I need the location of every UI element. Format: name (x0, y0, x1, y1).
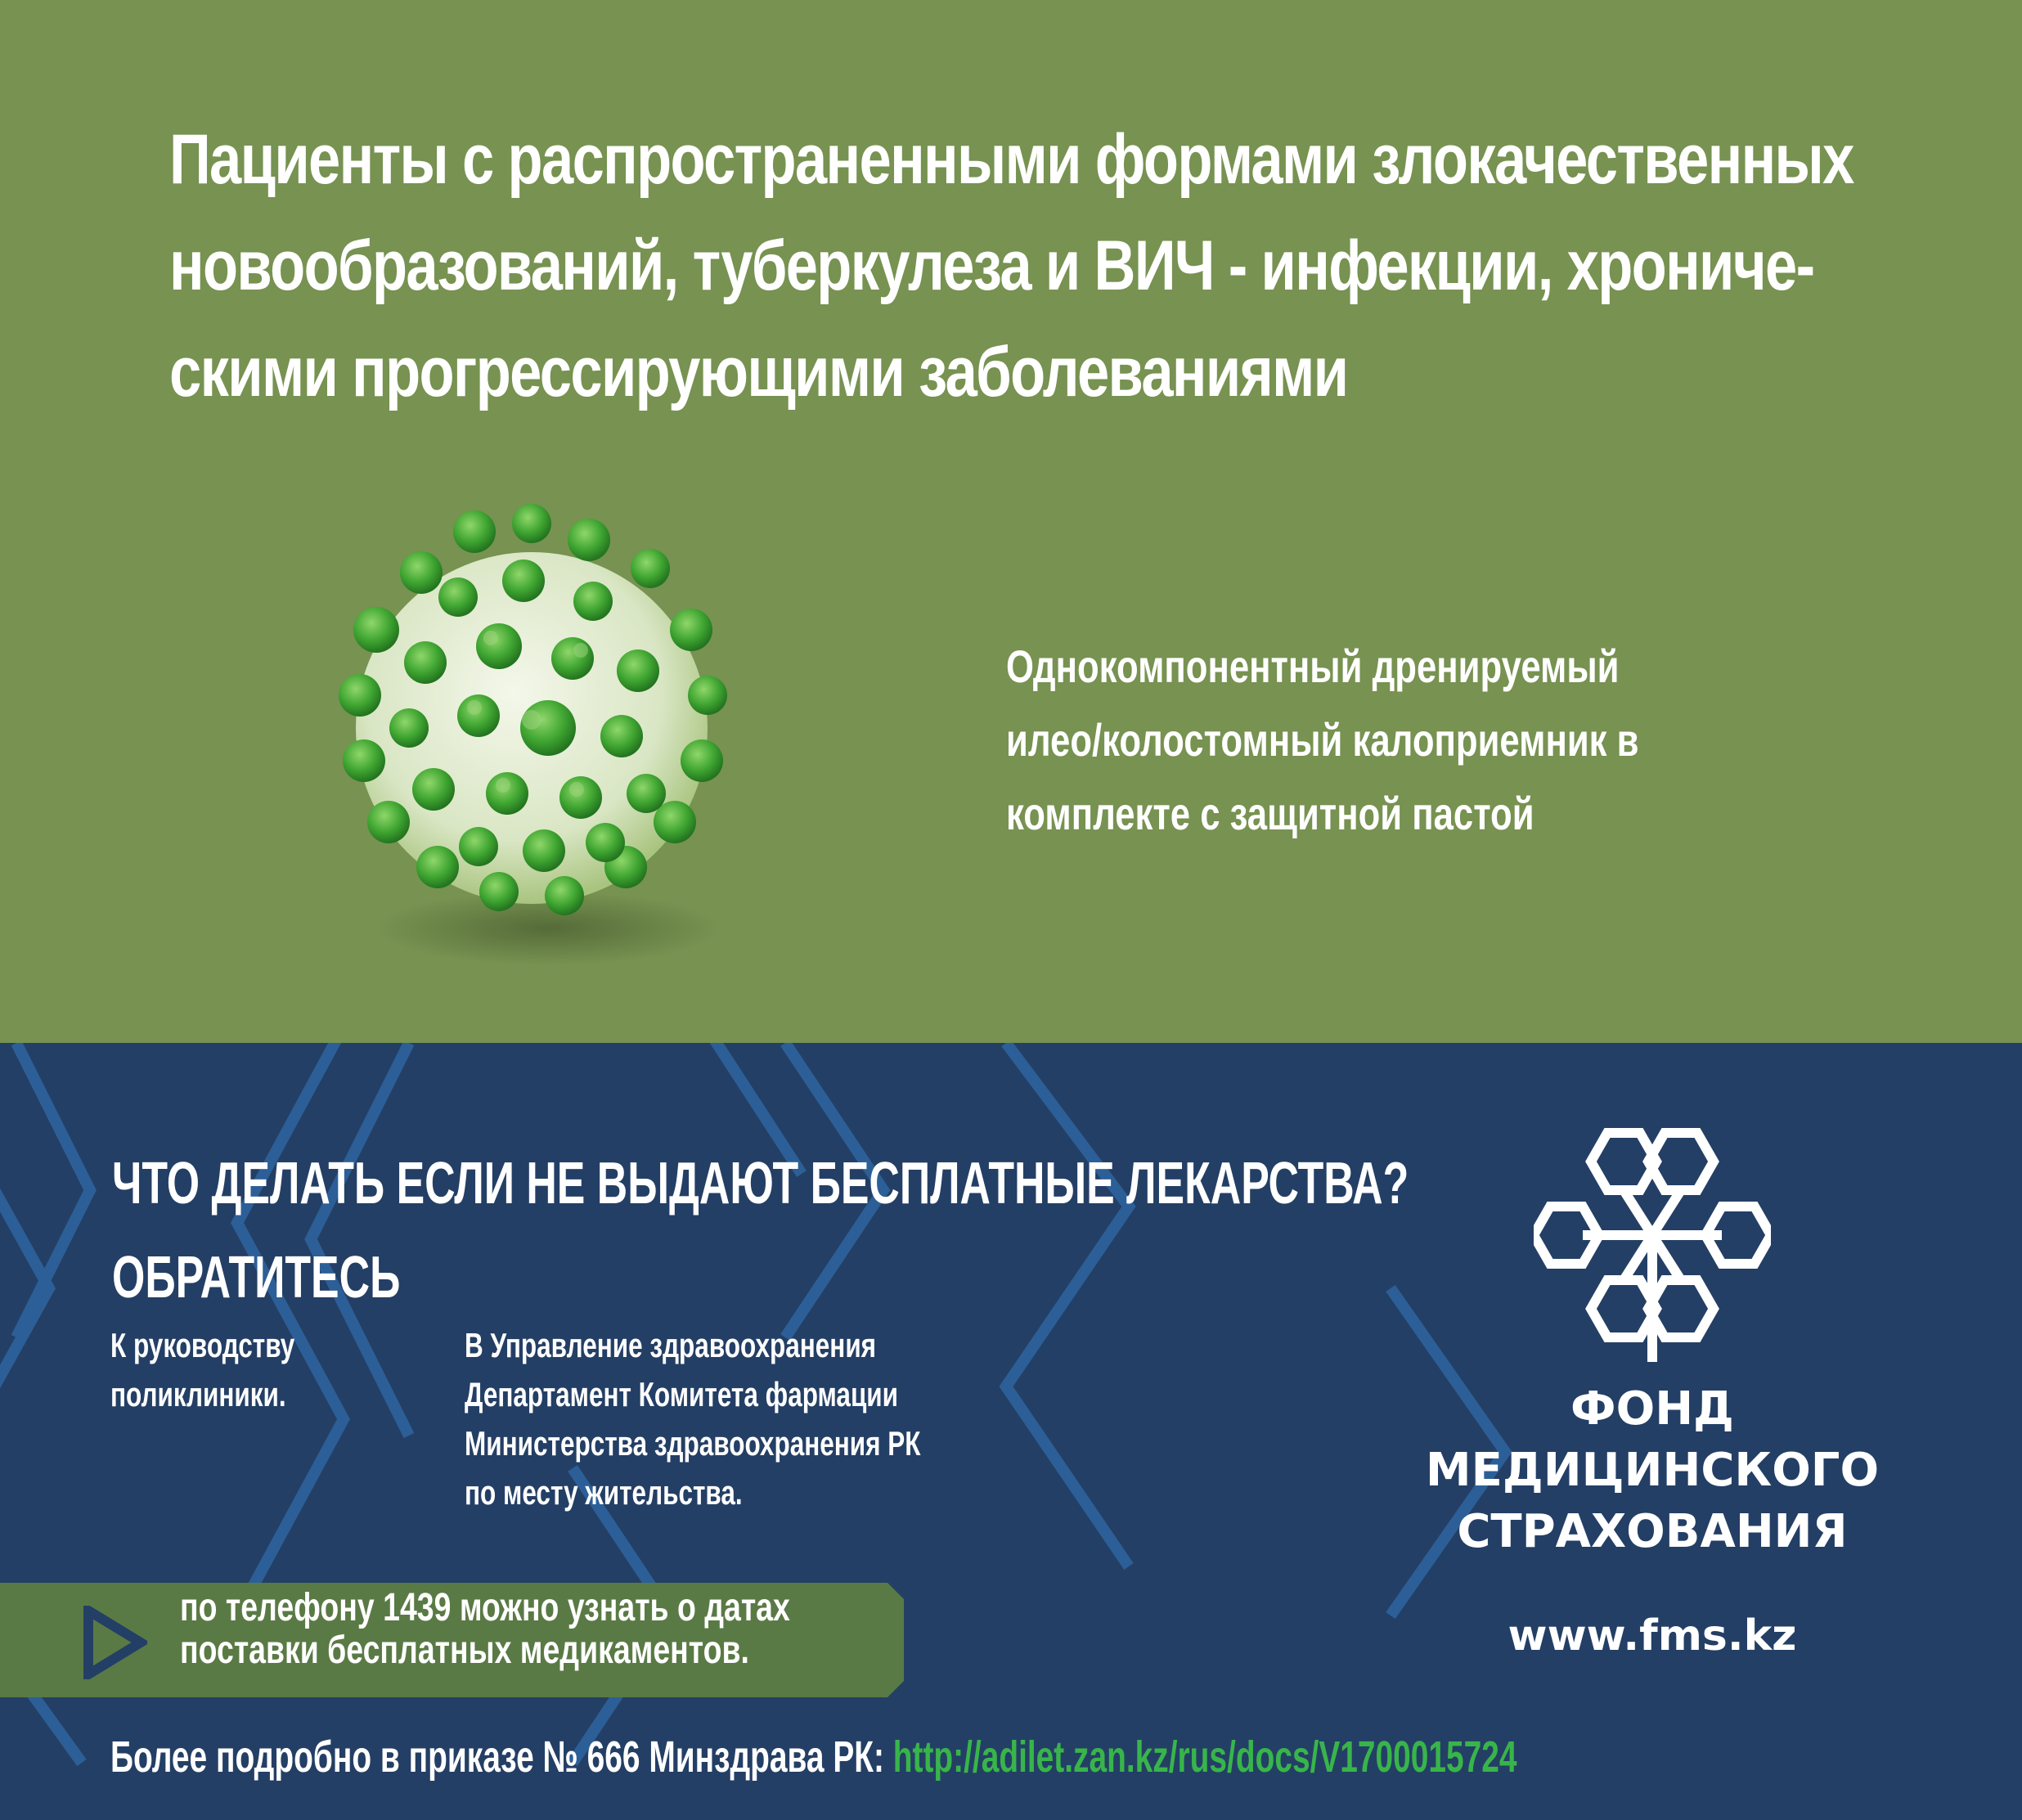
org-line: СТРАХОВАНИЯ (1457, 1505, 1848, 1558)
play-arrow-icon (82, 1606, 147, 1679)
question-subtitle: ОБРАТИТЕСЬ (112, 1245, 401, 1310)
product-line: комплекте с защитной пастой (1006, 788, 1534, 839)
phone-line: по телефону 1439 можно узнать о датах (180, 1586, 790, 1629)
headline-line: скими прогрессирующими заболеваниями (169, 333, 1348, 411)
contact-clinic (110, 1321, 294, 1419)
org-line: МЕДИЦИНСКОГО (1425, 1444, 1880, 1497)
contact-line: поликлиники. (110, 1375, 286, 1413)
contact-line: В Управление здравоохранения (465, 1326, 877, 1364)
product-line: Однокомпонентный дренируемый (1006, 640, 1620, 692)
org-line: ФОНД (1570, 1382, 1734, 1436)
bottom-section (0, 1043, 2022, 1820)
contact-line: К руководству (110, 1326, 295, 1364)
fms-logo-icon (1534, 1117, 1771, 1362)
org-name (1391, 1378, 1914, 1562)
footer-text: Более подробно в приказе № 666 Минздрава РК: (110, 1732, 893, 1782)
question-title: ЧТО ДЕЛАТЬ ЕСЛИ НЕ ВЫДАЮТ БЕСПЛАТНЫЕ ЛЕКАРСТВА? (112, 1151, 1409, 1216)
phone-line: поставки бесплатных медикаментов. (180, 1629, 749, 1672)
contact-line: Департамент Комитета фармации (465, 1375, 899, 1413)
virus-illustration (311, 483, 769, 973)
contact-line: по месту жительства. (465, 1473, 743, 1512)
org-website[interactable]: www.fms.kz (1508, 1611, 1797, 1660)
headline (169, 106, 1854, 425)
footer-note (110, 1728, 1517, 1786)
contact-line: Министерства здравоохранения РК (465, 1424, 921, 1463)
headline-line: новообразований, туберкулеза и ВИЧ - инфекции, хрониче- (169, 227, 1814, 305)
headline-line: Пациенты с распространенными формами злокачественных (169, 120, 1854, 199)
product-description (1006, 630, 1639, 851)
question-block (112, 1137, 1409, 1325)
product-line: илео/колостомный калоприемник в (1006, 714, 1639, 766)
phone-info (180, 1587, 790, 1672)
contact-department (465, 1321, 921, 1517)
order-link[interactable]: http://adilet.zan.kz/rus/docs/V1700015724 (892, 1732, 1517, 1782)
